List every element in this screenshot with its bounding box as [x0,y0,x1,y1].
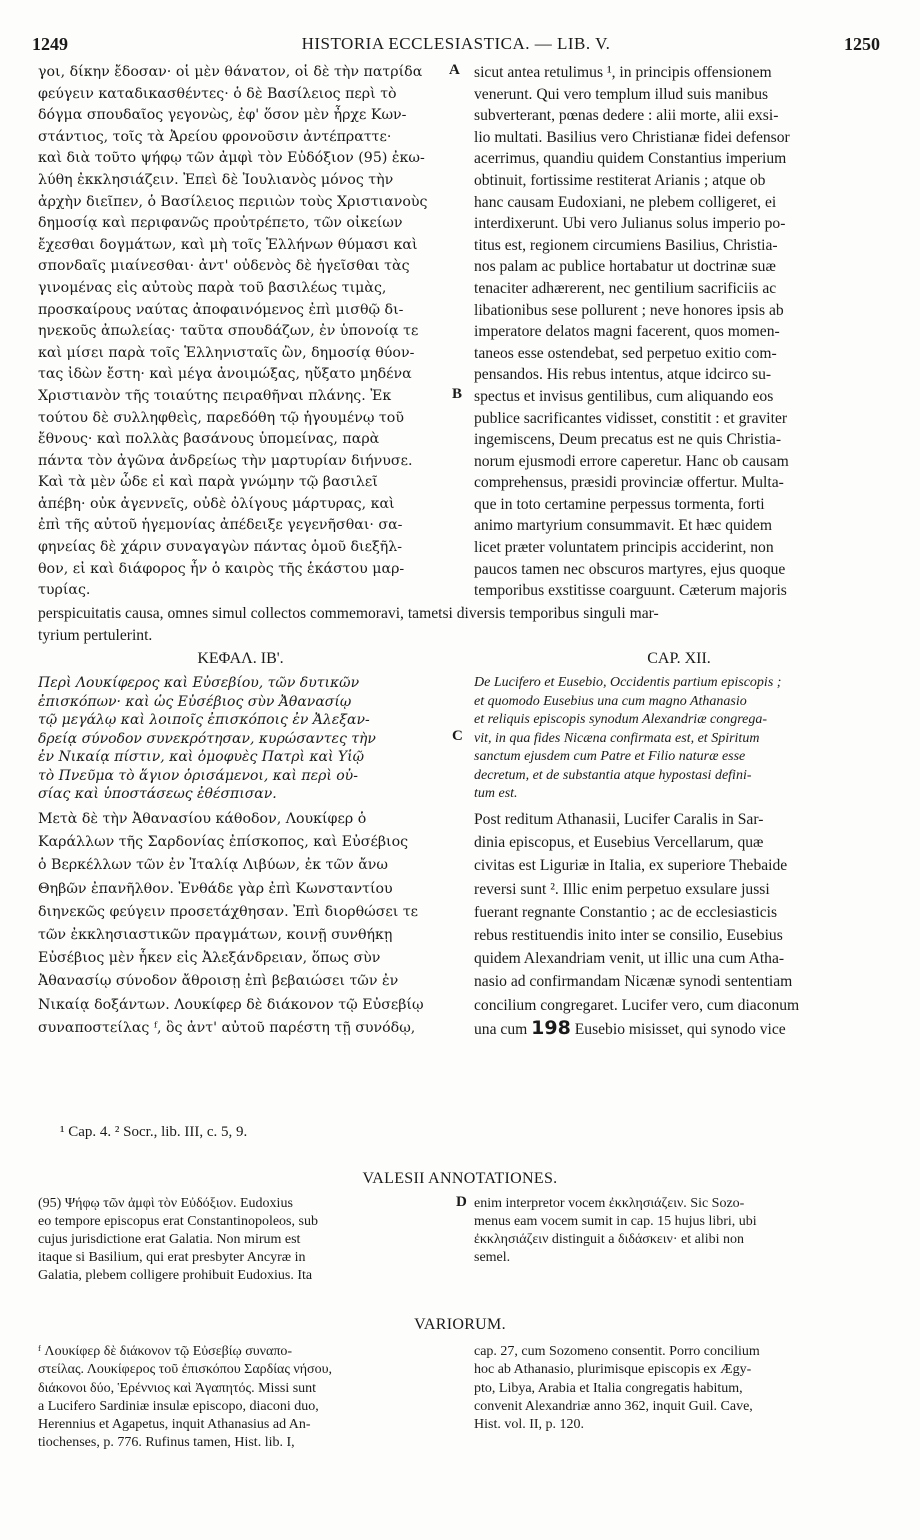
text-line: θον, εἰ καὶ διάφορος ἦν ὁ καιρὸς τῆς ἑκάστου μαρ- [38,560,405,577]
text-line: καὶ διὰ τοῦτο ψήφῳ τῶν ἀμφὶ τὸν Εὐδόξιον (95) ἐκω- [38,150,425,167]
text-line: τῷ μεγάλῳ καὶ λοιποῖς ἐπισκόποις ἐν Ἀλεξαν- [38,712,370,728]
text-line: lio multati. Basilius vero Christianæ fidei defensor [474,128,790,146]
margin-marker-b: B [452,386,463,402]
valesii-right [474,1195,884,1267]
text-line: τας ἰδὼν ἔστη· καὶ μέγα ἀνοιμώξας, ηὔξατο μηδένα [38,366,412,383]
text-line: Ἀθανασίῳ σύνοδον ἄθροισῃ ἐπὶ βεβαιώσει τῶν ἐν [38,973,399,990]
text-line: tenaciter adhærerent, nec gentilium sacrificiis ac [474,279,777,297]
text-line: et quomodo Eusebius una cum magno Athanasio [474,693,747,709]
text-line: Νικαίᾳ δοξάντων. Λουκίφερ δὲ διάκονον τῷ Εὐσεβίῳ [38,996,424,1013]
text-line: hanc causam Eudoxiani, ne plebem colligeret, ei [474,193,777,211]
valesii-left [38,1195,443,1285]
text-line: Herennius et Agapetus, inquit Athanasius ad An- [38,1417,311,1433]
latin-full-width [38,603,884,646]
text-line: Hist. vol. II, p. 120. [474,1417,585,1433]
text-line: temporibus exstitisse coarguunt. Cæterum majoris [474,582,787,600]
text-line: φεύγειν καταδικασθέντες· ὁ δὲ Βασίλειος περὶ τὸ [38,85,397,102]
latin-column-top [474,62,884,602]
text-line: licet præter voluntatem principis acciderint, non [474,539,774,557]
latin-chapter-heading: CAP. XII. [647,650,711,667]
text-line: sanctum ejusdem cum Patre et Filio naturæ esse [474,749,746,764]
text-line: ὁ Βερκέλλων τῶν ἐν Ἰταλίᾳ Λιβύων, ἐκ τῶν ἄνω [38,857,389,874]
text-line: convenit Alexandriæ anno 362, inquit Guil. Cave, [474,1398,753,1414]
text-line: Galatia, plebem colligere prohibuit Eudoxius. Ita [38,1268,313,1283]
latin-chapter-last-line [474,1017,884,1041]
text-line: enim interpretor vocem ἐκκλησιάζειν. Sic Sozo- [474,1196,745,1211]
text-line: norum ejusmodi errore caperetur. Hanc ob causam [474,452,789,470]
text-line: γοι, δίκην ἔδοσαν· οἱ μὲν θάνατον, οἱ δὲ τὴν πατρίδα [38,64,423,80]
text-line: πάντα τὸν ἀγῶνα ἀνδρείως τὴν μαρτυρίαν διήνυσε. [38,452,413,469]
text-line: civitas est Liguriæ in Italia, ex superiore Thebaide [474,857,788,875]
text-line: στείλας. Λουκίφερος τοῦ ἐπισκόπου Σαρδίας νήσου, [38,1362,333,1378]
text-line: libationibus sese pollurent ; neve honores ipsis ab [474,301,784,319]
latin-chapter-body [474,808,884,1017]
text-line: Χριστιανὸν τῆς τοιαύτης πειραθῆναι πλάνης. Ἐκ [38,387,392,404]
text-line: pto, Libya, Arabia et Italia congregatis habitum, [474,1380,743,1396]
text-line: nos palam ac publice hortabatur ut doctrinæ suæ [474,258,776,276]
text-line: acerrimus, quandiu quidem Constantius imperium [474,150,787,168]
text-line: ηνεκοῦς ἀπωλείας· ταῦτα σπουδάζων, ἐν ὑπονοίᾳ τε [38,323,419,340]
text-line: ἐν Νικαίᾳ πίστιν, καὶ ὁμοφυὲς Πατρὶ καὶ Υἱῷ [38,749,365,765]
text-line: σίας καὶ ὑποστάσεως ἐθέσπισαν. [38,786,277,802]
text-line: tiochenses, p. 776. Rufinus tamen, Hist. lib. I, [38,1435,295,1451]
text-line: τῶν ἐκκλησιαστικῶν πραγμάτων, κοινῇ συνθήκῃ [38,927,393,944]
greek-column-top [38,62,443,602]
margin-marker-a: A [449,62,460,78]
text-line: ἀπέβη· οὐκ ἀγεννεῖς, οὐδὲ ὀλίγους μάρτυρας, καὶ [38,495,395,512]
text-line: ἔχεσθαι δογμάτων, καὶ μὴ τοῖς Ἑλλήνων θύμασι καὶ [38,236,418,253]
text-line: τὸ Πνεῦμα τὸ ἅγιον ὁρισάμενοι, καὶ περὶ οὐ- [38,767,358,784]
text-line: eo tempore episcopus erat Constantinopoleos, sub [38,1214,318,1229]
text-line: Καὶ τὰ μὲν ὧδε εἰ καὶ παρὰ γνώμην τῷ βασιλεῖ [38,474,378,491]
text-line: φηνείας δὲ χάριν συναγαγὼν πάντας ὁμοῦ διεξῆλ- [38,539,403,556]
text-line: subverterant, pœnas dedere : alii morte, alii exsi- [474,107,779,125]
text-line: interdixerunt. Ubi vero Julianus solus imperio po- [474,215,786,233]
text-line: συναποστείλας ᶠ, ὃς ἀντ' αὐτοῦ παρέστη τῇ συνόδῳ, [38,1019,416,1036]
text-line: imperatore delatos magni facerent, quos momen- [474,323,780,341]
variorum-right [474,1343,884,1434]
text-line: (95) Ψήφῳ τῶν ἀμφὶ τὸν Εὐδόξιον. Eudoxius [38,1196,293,1211]
running-title: HISTORIA ECCLESIASTICA. — LIB. V. [301,34,611,53]
text-line: γινομένας εἰς αὐτοὺς παρὰ τοῦ βασιλέως τιμὰς, [38,279,387,296]
text-line: tyrium pertulerint. [38,626,153,644]
text-line: τούτου δὲ συλληφθεὶς, παρεδόθη τῷ ἡγουμένῳ τοῦ [38,409,404,426]
text-line: pensandos. His rebus intentus, atque idcirco su- [474,366,772,384]
text-line: Θηβῶν ἐπανῆλθον. Ἐνθάδε γὰρ ἐπὶ Κωνσταντίου [38,880,393,897]
running-header [32,34,880,58]
text-line: vit, in qua fides Nicæna confirmata est, et Spiritum [474,730,760,746]
text-line: dinia episcopus, et Eusebius Vercellarum, quæ [474,834,764,852]
page-number-right: 1250 [844,34,880,54]
text-line: De Lucifero et Eusebio, Occidentis partium episcopis ; [474,675,782,690]
text-line: Μετὰ δὲ τὴν Ἀθανασίου κάθοδον, Λουκίφερ ὁ [38,811,367,827]
text-line: nasio ad confirmandam Nicænæ synodi sententiam [474,973,793,991]
text-line: semel. [474,1250,511,1265]
text-line: animo martyrium consummavit. Et hæc quidem [474,517,772,535]
text-line: titus est, regionem circumiens Basilius, Christia- [474,236,778,254]
text-line: concilium congregaret. Lucifer vero, cum diaconum [474,996,800,1014]
margin-marker-d: D [456,1194,467,1210]
text-line: ἐπὶ τῆς αὐτοῦ ἡγεμονίας ἀπέδειξε γεγενῆσθαι· σα- [38,517,403,534]
text-line: obtinuit, fortissime restiterat Arianis ; atque ob [474,171,766,189]
text-line: ἐπισκόπων· καὶ ὡς Εὐσέβιος σὺν Ἀθανασίῳ [38,693,352,710]
text-line: menus eam vocem sumit in cap. 15 hujus libri, ubi [474,1214,757,1229]
variorum-left [38,1343,443,1453]
text-line: Καράλλων τῆς Σαρδονίας ἐπίσκοπος, καὶ Εὐσέβιος [38,834,409,851]
text-line: στάντιος, τοῖς τὰ Ἀρείου φρονοῦσιν ἀντέπραττε· [38,128,392,145]
text-line: a Lucifero Sardiniæ insulæ episcopo, diaconi duo, [38,1398,319,1414]
greek-chapter-body [38,808,443,1040]
text-line: δημοσίᾳ καὶ περιφανῶς προὐτρέπετο, τῶν οἰκείων [38,215,403,232]
text-line: taneos esse ostendebat, sed perpetuo exitio com- [474,344,777,362]
valesii-title: VALESII ANNOTATIONES. [362,1170,558,1187]
text-line: hoc ab Athanasio, plurimisque episcopis ex Ægy- [474,1362,752,1378]
text-line: λύθη ἐκκλησιάζειν. Ἐπεὶ δὲ Ἰουλιανὸς μόνος τὴν [38,171,394,188]
text-line: προσκαίρους ναύτας ἀποφαινόμενος ἐπὶ μισθῷ δι- [38,301,404,318]
pagination-number: 198 [531,1017,571,1039]
footnotes: ¹ Cap. 4. ² Socr., lib. III, c. 5, 9. [60,1124,248,1140]
text-line: tum est. [474,786,518,801]
text-line: δόγμα σπουδαῖος γεγονὼς, ἐφ' ὅσον μὲν ἦρχε Κων- [38,107,407,124]
text-line: τυρίας. [38,582,91,599]
text-line: itaque si Basilium, qui erat presbyter Ancyræ in [38,1250,306,1265]
text-line: διάκονοι δύο, Ἑρέννιος καὶ Ἀγαπητός. Missi sunt [38,1380,317,1396]
text-line: σπονδαῖς μιαίνεσθαι· ἀντ' οὐδενὸς δὲ ἡγεῖσθαι τὰς [38,258,410,275]
text-line: comprehensus, præsidi provinciæ offertur. Multa- [474,474,784,492]
text-line: διηνεκῶς φεύγειν προσετάχθησαν. Ἐπὶ διορθώσει τε [38,903,419,920]
text-line: et reliquis episcopis synodum Alexandriæ congrega- [474,712,768,727]
latin-last-text-b: Eusebio misisset, qui synodo vice [574,1021,786,1038]
text-line: venerunt. Qui vero templum illud suis manibus [474,85,769,103]
text-line: quidem Alexandriam venit, ut illic una cum Atha- [474,950,785,968]
text-line: publice sacrificantes vidisset, constitit : et graviter [474,409,788,427]
text-line: Περὶ Λουκίφερος καὶ Εὐσεβίου, τῶν δυτικῶν [38,675,360,691]
text-line: que in toto certamine perpessus tormenta, forti [474,495,765,513]
text-line: sicut antea retulimus ¹, in principis offensionem [474,64,772,81]
text-line: ἀρχὴν διεῖπεν, ὁ Βασίλειος περιιὼν τοὺς Χριστιανοὺς [38,193,428,210]
margin-marker-c: C [452,728,463,744]
text-line: καὶ μίσει παρὰ τοῖς Ἑλληνισταῖς ὢν, δημοσίᾳ θύον- [38,344,415,361]
text-line: spectus et invisus gentilibus, cum aliquando eos [474,387,774,405]
text-line: ἔθνους· καὶ πολλὰς βασάνους ὑπομείνας, παρὰ [38,431,380,448]
text-line: rebus restituendis inito inter se consilio, Eusebius [474,927,783,945]
text-line: ᶠ Λουκίφερ δὲ διάκονον τῷ Εὐσεβίῳ συναπο- [38,1344,293,1359]
text-line: cujus jurisdictione erat Galatia. Non mirum est [38,1232,301,1247]
latin-last-text-a: una cum [474,1021,528,1038]
text-line: perspicuitatis causa, omnes simul collectos commemoravi, tametsi diversis temporibus singuli mar- [38,605,659,622]
text-line: paucos tamen nec obscuros martyres, ejus quoque [474,560,786,578]
text-line: reversi sunt ². Illic enim perpetuo exsulare jussi [474,880,770,898]
latin-chapter-summary [474,674,884,804]
text-line: Post reditum Athanasii, Lucifer Caralis in Sar- [474,811,764,828]
page-number-left: 1249 [32,34,68,54]
text-line: fuerant regnante Constantio ; ac de ecclesiasticis [474,903,778,921]
greek-chapter-summary [38,674,443,804]
greek-chapter-heading: ΚΕΦΑΛ. ΙΒ'. [197,650,284,667]
text-line: ἐκκλησιάζειν distinguit a διδάσκειν· et alibi non [474,1232,745,1247]
text-line: decretum, et de substantia atque hypostasi defini- [474,767,752,783]
text-line: ingemiscens, Deum precatus est ne quis Christia- [474,431,782,449]
text-line: Εὐσέβιος μὲν ἧκεν εἰς Ἀλεξάνδρειαν, ὅπως σὺν [38,950,381,967]
text-line: δρείᾳ σύνοδον συνεκρότησαν, κυρώσαντες τὴν [38,730,376,747]
variorum-title: VARIORUM. [414,1316,506,1333]
text-line: cap. 27, cum Sozomeno consentit. Porro concilium [474,1344,760,1359]
